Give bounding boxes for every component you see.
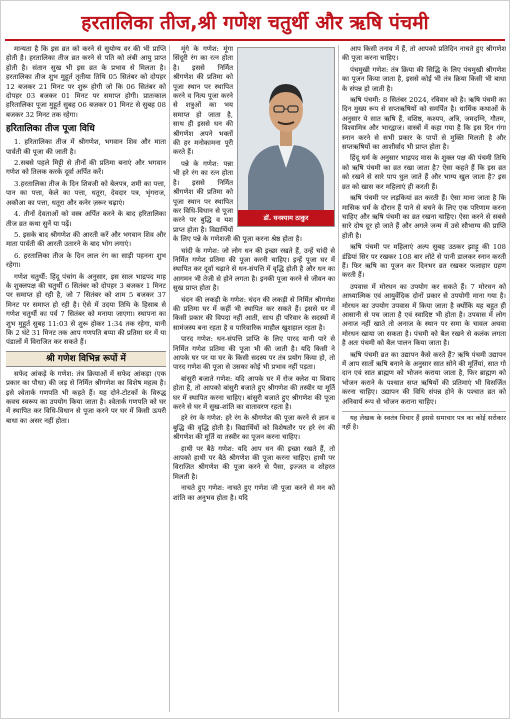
ganesh-chaturthi-paragraph: गणेश चतुर्थी: हिंदू पंचांग के अनुसार, इस साल भाद्रपद माह के शुक्लपक्ष की चतुर्थी 6 सितंबर को दोपहर 3 बजकर 1 मिनट पर समाप्त हो रही है, जो 7 सितंबर को शाम 5 बजकर 37 मिनट पर समाप्त हो रही है। ऐसे में उदया तिथि के हिसाब से गणेश चतुर्थी का पर्व 7 सितंबर को मनाया जाएगा। स्थापना का शुभ मुहूर्त सुबह 11:03 से शुरू होकर 1:34 तक रहेगा, यानी कि 2 घंटे 31 मिनट तक आप गणपति बप्पा की प्रतिमा घर में या पंडालों में विराजित कर सकते हैं। (6, 272, 166, 347)
section-heading-ganesh-forms: श्री गणेश विभिन्न रूपों में (6, 351, 166, 367)
step-paragraph: 1. हरितालिका तीज में श्रीगणेश, भगवान शिव और माता पार्वती की पूजा की जाती है। (6, 138, 166, 156)
panne-ganesh-paragraph: पन्ने के गणेश: पन्ना भी हरे रंग का रत्न होता है। इससे निर्मित श्रीगणेश की प्रतिमा को पूजा स्थान पर स्थापित कर विधि-विधान से पूजा करने पर बुद्धि व यश प्राप्त होता है। विद्यार्थियों के लिए पन्ने के गणेशजी की पूजा करना श्रेष्ठ होता है। (173, 159, 303, 244)
column-divider (169, 45, 170, 712)
moonge-ganesh-paragraph: मूंगे के गणेश: मूंगा सिंदूरी रंग का रत्न होता है। इससे निर्मित श्रीगणेश की प्रतिमा को पूजा स्थान पर स्थापित करने व नित्य पूजा करने से शत्रुओं का भय समाप्त हो जाता है, साथ ही इससे धन की श्रीगणेश अपने भक्तों की हर मनोकामना पूरी करते हैं। (173, 45, 233, 157)
intro-paragraph: मान्यता है कि इस व्रत को करने से सुयोग्य वर की भी प्राप्ति होती है। हरतालिका तीज व्रत करने से पति को लंबी आयु प्राप्त होती है। संतान सुख भी इस व्रत के प्रभाव से मिलता है। हरतालिका तीज शुभ मुहूर्त तृतीया तिथि 05 सितंबर को दोपहर 12 बजकर 21 मिनट पर शुरू होगी जो कि 06 सितंबर को दोपहर 03 बजकर 01 मिनट पर समाप्त होगी। प्रातःकाल हरितालिका पूजा मुहूर्त सुबह 06 बजकर 01 मिनट से सुबह 08 बजकर 32 मिनट तक रहेगा। (6, 45, 166, 119)
photo-caption: डॉ. घनश्याम ठाकुर (238, 210, 334, 226)
rishi-panchami-paragraph: ऋषि पंचमी पर लड़कियां व्रत करती हैं। ऐसा माना जाता है कि मासिक धर्म के दौरान हैं पाने से बचने के लिए एक परिणाम करना चाहिए और ऋषि पंचमी का व्रत रखना चाहिए। ऐसा करने से सबसे सारे दोष दूर हो जाते हैं और अगले जन्म में उसे सौभाग्य की प्राप्ति होती है। (342, 194, 506, 240)
chandi-ganesh-paragraph: चांदी के गणेश: जो लोग धन की इच्छा रखते हैं, उन्हें चांदी से निर्मित गणेश प्रतिमा की पूजा करनी चाहिए। इन्हें पूजा घर में स्थापित कर दूर्वा चढ़ाने से धन-संपत्ति में वृद्धि होती है और धन का आगमन भी तेजी से होने लगता है। इनकी पूजा करने से जीवन का सुख प्राप्त होता है। (173, 246, 335, 293)
rishi-panchami-paragraph: हिंदू धर्म के अनुसार भाद्रपद मास के शुक्ल पक्ष की पंचमी तिथि को ऋषि पंचमी का व्रत रखा जाता है? ऐसा कहते हैं कि इस व्रत को रखने से सारे पाप धुल जाते हैं और भाग्य खुल जाता है? इस व्रत को खास कर महिलाएं ही करती हैं। (342, 154, 506, 191)
step-paragraph: 6. हरतालिका तीज के दिन लाल रंग का साड़ी पहनना शुभ रहेगा। (6, 251, 166, 270)
author-portrait-icon (238, 48, 334, 226)
udyapan-paragraph: ऋषि पंचमी व्रत का उद्यापन कैसे करते हैं? ऋषि पंचमी उद्यापन में आप सातों ऋषि बनाने के अनुसार सात सोने की मूर्तियां, सात गो दान एवं सात ब्राह्मण को भोजन कराया जाता है, फिर ब्राह्मण को भोजन कराने के पश्चात सप्त ऋषियों की प्रतिमाएं भी विसर्जित करना चाहिए। उद्यापन की विधि संपन्न होने के पश्चात व्रत को अनिवार्य रूप से भोजन कराना चाहिए। (342, 350, 506, 406)
column-1 (6, 45, 166, 712)
chandan-ganesh-paragraph: चंदन की लकड़ी के गणेश: चंदन की लकड़ी से निर्मित श्रीगणेश की प्रतिमा घर में कहीं भी स्थापित कर सकते हैं। इससे घर में किसी प्रकार की विपदा नहीं आती, साथ ही परिवार के सदस्यों में सामंजस्य बना रहता है व पारिवारिक माहौल खुशहाल रहता है। (173, 295, 335, 332)
rishi-panchami-paragraph: ऋषि पंचमी पर महिलाएं अल्प सुबह उठकर झाड़ू की 108 डंडियां सिर पर रखकर 108 बार लोटे से पानी डालकर स्नान करती हैं। फिर ऋषि का पूजन कर दिनभर व्रत रखकर फलाहार ग्रहण करती हैं। (342, 243, 506, 280)
bansuri-ganesh-paragraph: बांसुरी बजाते गणेश: यदि आपके घर में रोज क्लेश या विवाद होता है, तो आपको बांसुरी बजाते हुए श्रीगणेश की तस्वीर या मूर्ति घर में स्थापित करना चाहिए। बांसुरी बजाते हुए श्रीगणेश की पूजा करने से घर में सुख-शांति का वातावरण रहता है। (173, 374, 335, 412)
continued-paragraph: आप किसी तनाव में हैं, तो आपको प्रतिदिन नाचते हुए श्रीगणेश की पूजा करना चाहिए। (342, 45, 506, 63)
author-photo (237, 47, 335, 227)
parad-ganesh-paragraph: पारद गणेश: धन-संपत्ति प्राप्ति के लिए पारद यानी पारे से निर्मित गणेश प्रतिमा की पूजा भी की जाती है। यदि किसी ने आपके घर पर या घर के किसी सदस्य पर तंत्र प्रयोग किया हो, तो पारद गणेश की पूजा से उसका कोई भी प्रभाव नहीं पड़ता। (173, 335, 335, 372)
column-divider (338, 45, 339, 712)
hathi-ganesh-paragraph: हाथी पर बैठे गणेश: यदि आप धन की इच्छा रखते हैं, तो आपको हाथी पर बैठे श्रीगणेश की पूजा करना चाहिए। हाथी पर विराजित श्रीगणेश की पूजा करने से पैसा, इज्जत व शोहरत मिलती है। (173, 444, 335, 481)
step-paragraph: 4. तीनों देवताओं को वस्त्र अर्पित करने के बाद हरितालिका तीज व्रत कथा सुनें या पढ़ें। (6, 210, 166, 228)
step-paragraph: 5. इसके बाद श्रीगणेश की आरती करें और भगवान शिव और माता पार्वती की आरती उतारने के बाद भोग लगाएं। (6, 230, 166, 249)
hare-ganesh-paragraph: हरे रंग के गणेश: हरे रंग के श्रीगणेश की पूजा करने से ज्ञान व बुद्धि की वृद्धि होती है। विद्यार्थियों को विशेषतौर पर हरे रंग की श्रीगणेश की मूर्ति या तस्वीर का पूजन करना चाहिए। (173, 414, 335, 442)
step-paragraph: 3.हरतालिका तीज के दिन शिवजी को बेलपत्र, शमी का पत्ता, पान का पत्ता, केले का पत्ता, धतूरा, देवदार पत्र, भृंगराज, अकौआ का पत्ता, धतूरा और कनेर ज़रूर चढ़ाएं। (6, 179, 166, 207)
column-2 (173, 45, 335, 712)
safed-aankde-paragraph: सफेद आंकड़े के गणेश: तंत्र क्रियाओं में सफेद आंकड़ा (एक प्रकार का पौधा) की जड़ से निर्मित श्रीगणेश का विशेष महत्व है। इसे श्वेतार्क गणपति भी कहते हैं। यह दोने-टोटकों के विरुद्ध कवच स्वरूप का उपयोग किया जाता है। श्वेतार्क गणपति को घर में स्थापित कर विधि-विधान से पूजा करने पर घर में किसी ऊपरी बाधा का असर नहीं होता। (6, 369, 166, 425)
rishi-panchami-paragraph: ऋषि पंचमी: 8 सितंबर 2024, रविवार को है। ऋषि पंचमी का दिन मुख्य रूप से सप्तऋषियों को समर्पित है। धार्मिक कथाओं के अनुसार ये सात ऋषि हैं, वशिष्ठ, कश्यप, अत्रि, जमदग्नि, गौतम, विश्वामित्र और भारद्वाज। वास्त्रों में कहा गया है कि इस दिन गंगा स्नान करने से सभी प्रकार के पापों से मुक्ति मिलती है और सप्तऋषियों का आशीर्वाद भी प्राप्त होता है। (342, 96, 506, 152)
headline: हरतालिका तीज,श्री गणेश चतुर्थी और ऋषि पंचमी (5, 5, 505, 41)
column-3 (342, 45, 506, 712)
section-heading-puja-vidhi: हरितालिका तीज पूजा विधि (6, 124, 95, 135)
nachte-ganesh-paragraph: नाचते हुए गणेश: नाचते हुए गणेश जी पूजा करने से मन को शांति का अनुभव होता है। यदि (173, 484, 335, 502)
disclaimer-footnote: यह लेखक के स्वतंत्र विचार हैं इससे समाचार पत्र का कोई सरोकार नहीं है। (342, 411, 506, 431)
rishi-panchami-paragraph: उपवास में मोरधन का उपयोग कर सकते हैं। 7 मोरधन को आध्यात्मिक एवं आयुर्वेदिक दोनों प्रकार से उपयोगी माना गया है। मोरधन का उपयोग उपवास में किया जाता है क्योंकि यह बहुत ही आसानी से पच जाता है एवं स्वादिष्ट भी होता है। उपवास में लोग अनाज नहीं खाते तो अनाज के स्थान पर समा के चावल अथवा मोरधन खाया जा सकता है। पंचमी को बैल रखने से कलंक लगता है अतः पंचमी को बैल पालन किया जाता है। (342, 282, 506, 348)
panchmukhi-ganesh-paragraph: पंचमुखी गणेश: तंत्र क्रिया की सिद्धि के लिए पंचमुखी श्रीगणेश का पूजन किया जाता है, इससे कोई भी तंत्र क्रिया किसी भी बाधा के संपन्न हो जाती है। (342, 65, 506, 93)
step-paragraph: 2.सबसे पहले मिट्टी से तीनों की प्रतिमा बनाएं और भगवान गणेश को तिलक करके दूर्वा अर्पित करें। (6, 159, 166, 177)
